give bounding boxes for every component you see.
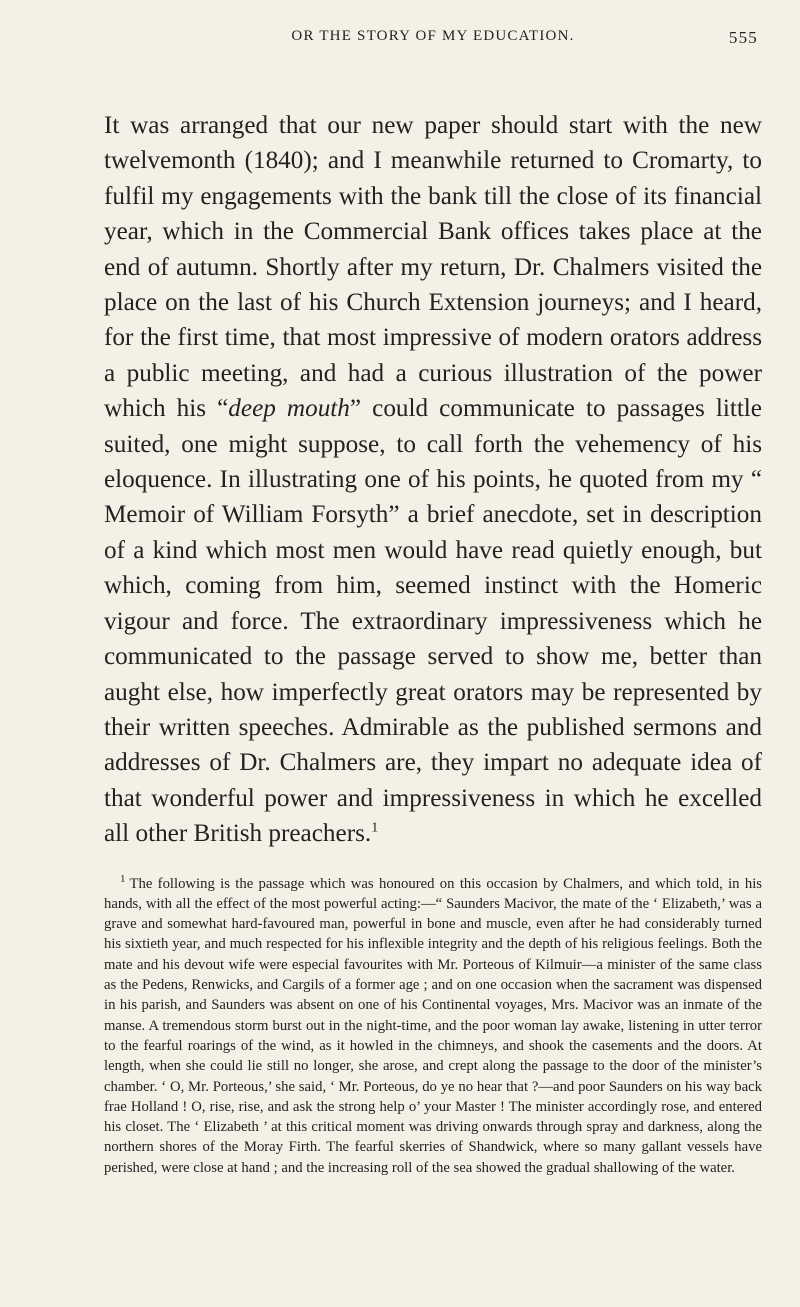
italic-quote: deep mouth bbox=[228, 395, 350, 423]
footnote-text: The following is the passage which was honoured on this occasion by Chalmers, and which told, in his hands, with all the effect of the most powerful acting:—“ Saunders Macivor, the mate of the ‘ Elizabeth,’ was a grave and somewhat hard-favoured man, powerful in bone and muscle, even after he had considerably turned his sixtieth year, and much respected for his inflexible integrity and the depth of his religious feelings. Both the mate and his devout wife were especial favourites with Mr. Porteous of Kilmuir—a minister of the same class as the Pedens, Renwicks, and Cargils of a former age ; and on one occasion when the sacrament was dispensed in his parish, and Saunders was absent on one of his Continental voyages, Mrs. Macivor was an inmate of the manse. A tremendous storm burst out in the night-time, and the poor woman lay awake, listening in utter terror to the fearful roarings of the wind, as it howled in the chimneys, and shook the casements and the doors. At length, when she could lie still no longer, she arose, and crept along the passage to the door of the minister’s chamber. ‘ O, Mr. Porteous,’ she said, ‘ Mr. Porteous, do ye no hear that ?—and poor Saunders on his way back frae Holland ! O, rise, rise, and ask the strong help o’ your Master ! The minister accordingly rose, and entered his closet. The ‘ Elizabeth ’ at this critical moment was driving onwards through spray and darkness, along the northern shores of the Moray Firth. The fearful skerries of Shandwick, where so many gallant vessels have perished, were close at hand ; and the increasing roll of the sea showed the gradual shallowing of the water. bbox=[104, 875, 762, 1176]
footnote-marker: 1 bbox=[120, 872, 126, 885]
footnote bbox=[104, 874, 762, 1178]
running-header bbox=[104, 24, 762, 58]
paragraph-text-after-italic: ” could communicate to passages little suited, one might suppose, to call forth the vehemency of his eloquence. In illustrating one of his points, he quoted from my “ Memoir of William Forsyth” a brief anecdote, set in description of a kind which most men would have read quietly enough, but which, coming from him, seemed instinct with the Homeric vigour and force. The extraordinary impressiveness which he communicated to the passage served to show me, better than aught else, how imperfectly great orators may be represented by their written speeches. Admirable as the published sermons and addresses of Dr. Chalmers are, they impart no adequate idea of that wonderful power and impressiveness in which he excelled all other British preachers. bbox=[104, 395, 762, 848]
footnote-reference: 1 bbox=[371, 820, 379, 836]
running-title: OR THE STORY OF MY EDUCATION. bbox=[291, 28, 575, 44]
main-paragraph bbox=[104, 108, 762, 852]
page-number: 555 bbox=[728, 28, 758, 47]
paragraph-text-before-italic: It was arranged that our new paper should start with the new twelvemonth (1840); and I meanwhile returned to Cromarty, to fulfil my engagements with the bank till the close of its financial year, which in the Commercial Bank offices takes place at the end of autumn. Shortly after my return, Dr. Chalmers visited the place on the last of his Church Extension journeys; and I heard, for the first time, that most impressive of modern orators address a public meeting, and had a curious illustration of the power which his “ bbox=[104, 112, 762, 423]
